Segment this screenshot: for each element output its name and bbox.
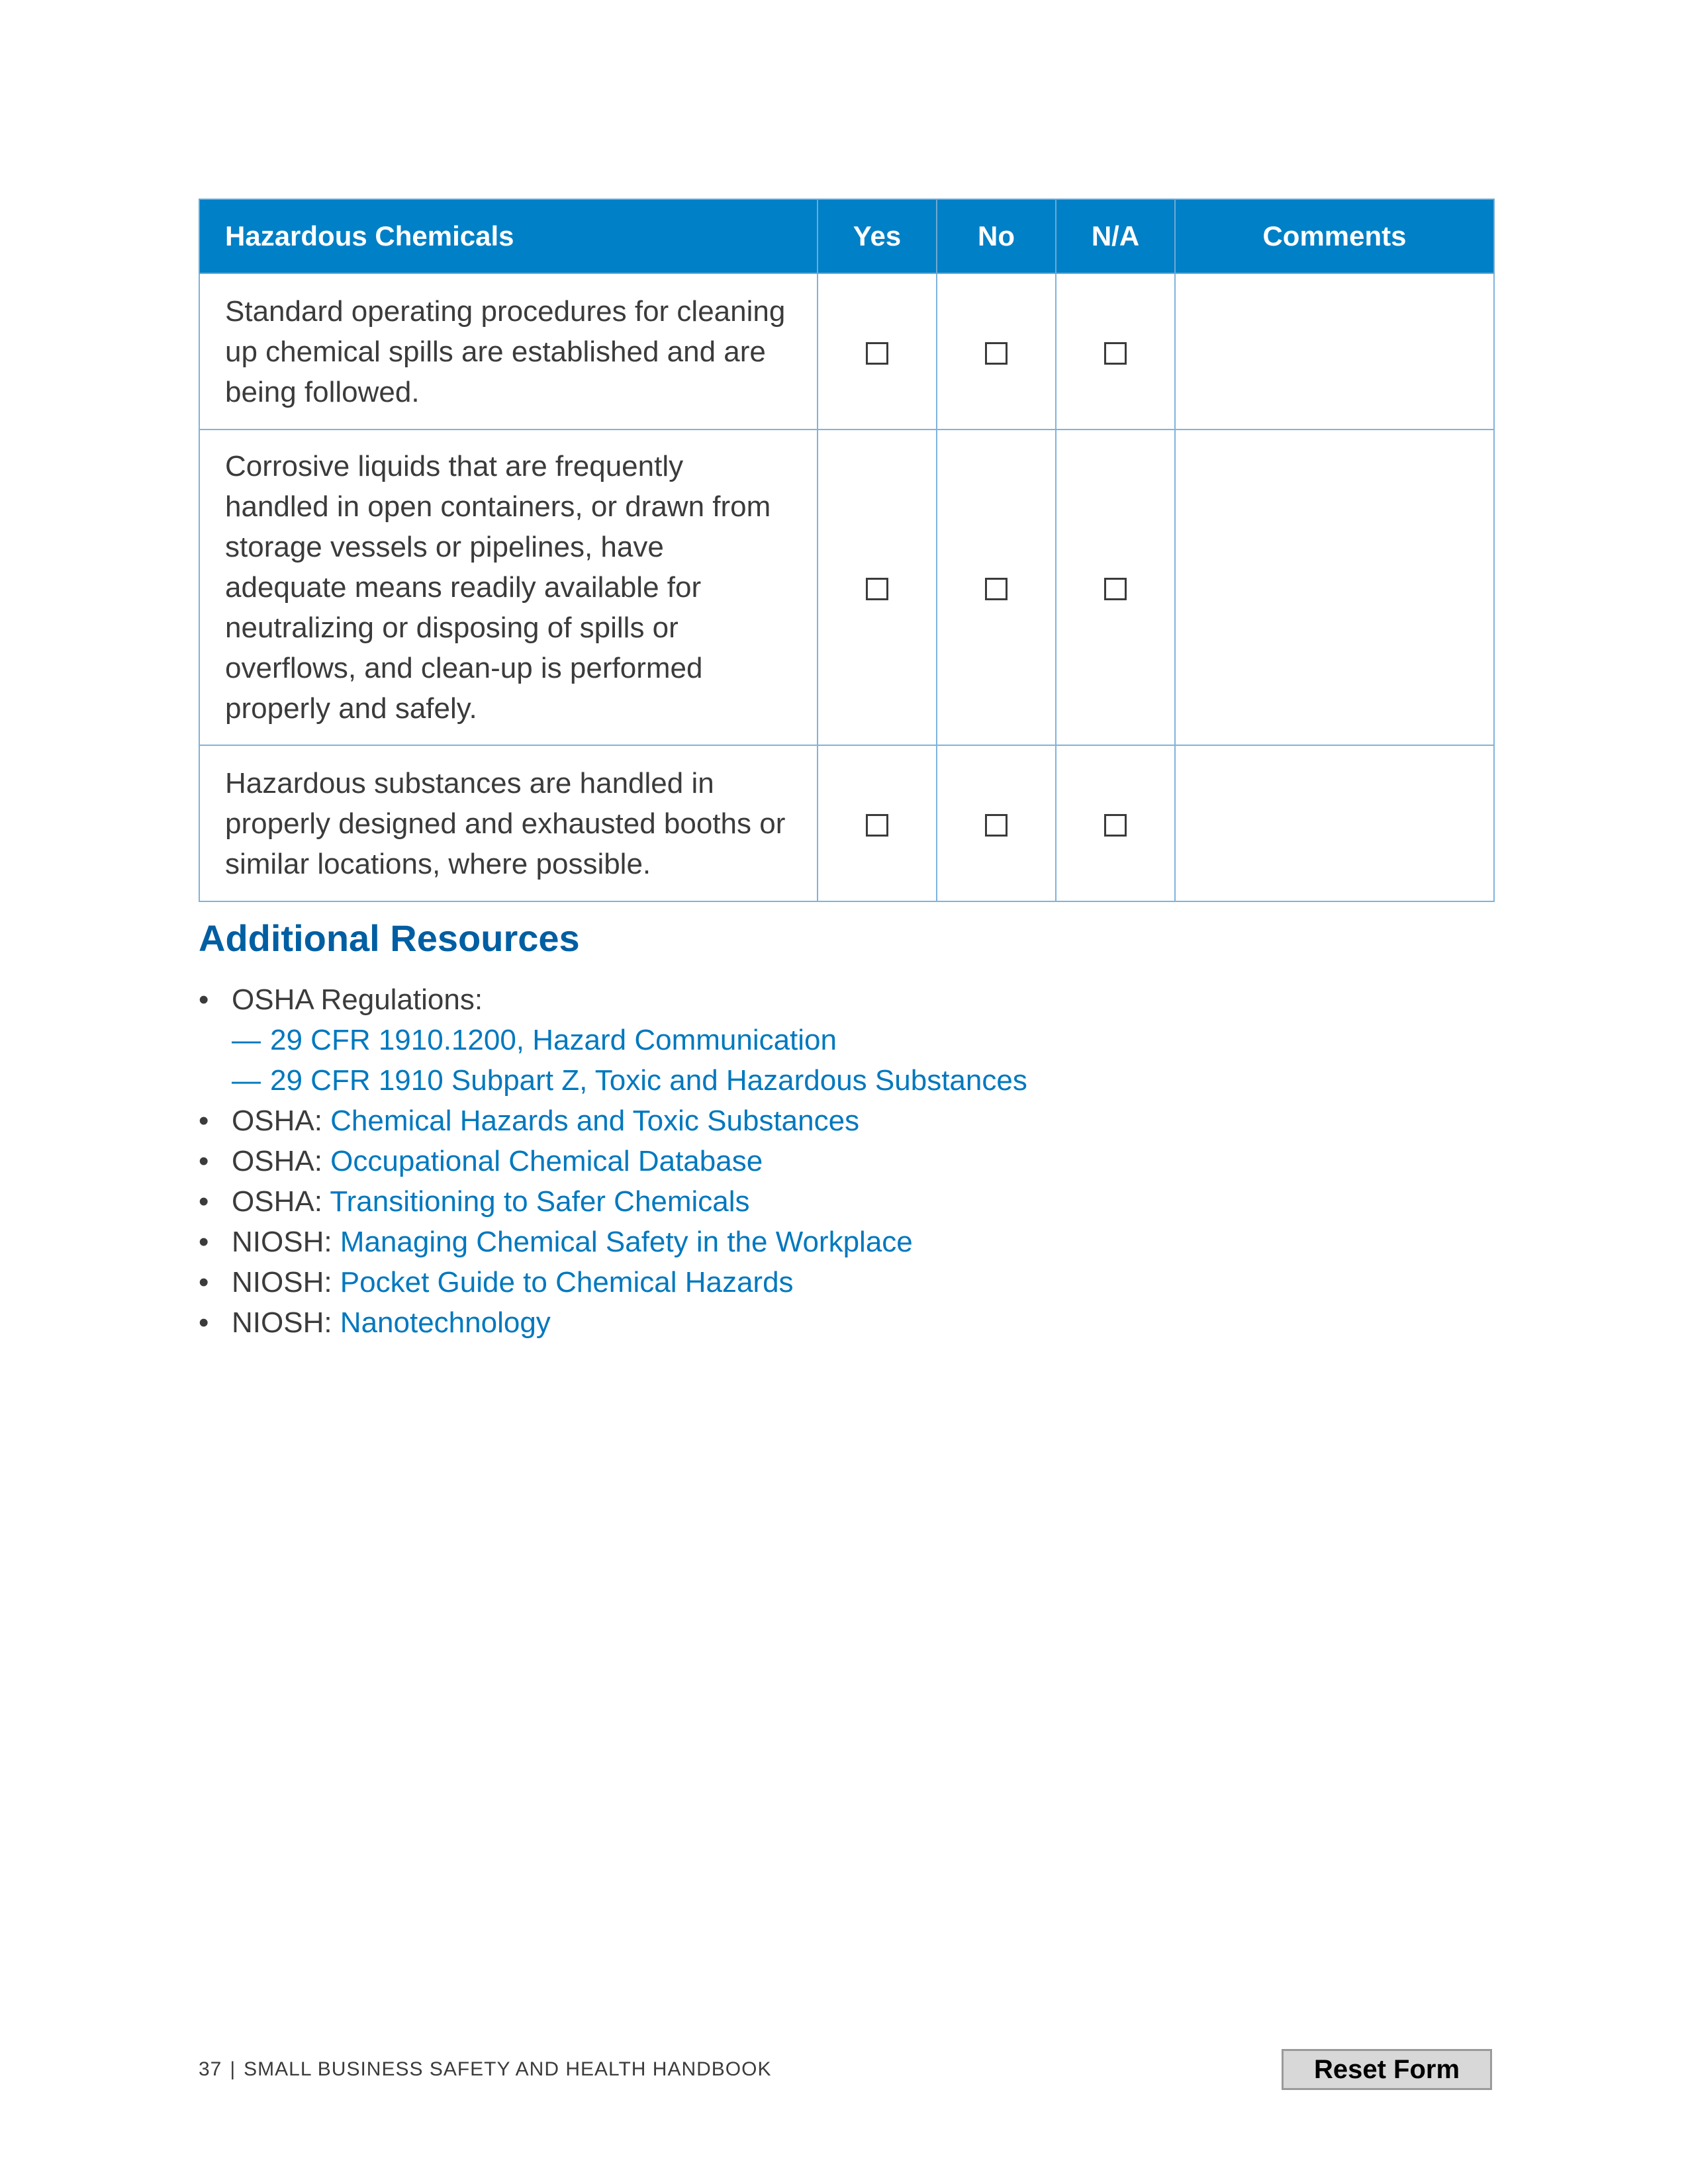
comments-field[interactable] <box>1176 801 1493 845</box>
yes-checkbox[interactable] <box>866 814 888 837</box>
question-text: Corrosive liquids that are frequently handled in open containers, or drawn from storage vessels or pipelines, have adequate means readily available for neutralizing or disposing of spills or overflows, and clean-up is performed properly and safely. <box>199 430 818 745</box>
link-occupational-chemical-database[interactable]: Occupational Chemical Database <box>330 1145 763 1177</box>
list-item <box>199 1060 1027 1101</box>
list-item <box>199 1302 1027 1343</box>
comments-cell <box>1175 430 1494 745</box>
yes-checkbox[interactable] <box>866 342 888 365</box>
list-item <box>199 1222 1027 1262</box>
resource-prefix: NIOSH: <box>232 1306 340 1339</box>
list-item <box>199 1141 1027 1181</box>
hazardous-chemicals-checklist <box>199 199 1495 902</box>
table-header-row <box>199 199 1494 273</box>
bullet-icon: • <box>199 1145 209 1177</box>
header-comments: Comments <box>1175 199 1494 273</box>
na-cell <box>1056 430 1175 745</box>
regulations-label: OSHA Regulations: <box>232 983 483 1016</box>
dash-icon: — <box>232 1064 261 1097</box>
no-checkbox[interactable] <box>985 814 1008 837</box>
bullet-icon: • <box>199 1185 209 1218</box>
table-row <box>199 273 1494 430</box>
additional-resources-heading: Additional Resources <box>199 917 580 959</box>
link-managing-chemical-safety[interactable]: Managing Chemical Safety in the Workplace <box>340 1226 913 1258</box>
link-subpart-z[interactable]: 29 CFR 1910 Subpart Z, Toxic and Hazardous Substances <box>270 1064 1027 1097</box>
no-checkbox[interactable] <box>985 578 1008 600</box>
link-nanotechnology[interactable]: Nanotechnology <box>340 1306 551 1339</box>
page-number: 37 <box>199 2058 222 2080</box>
comments-field[interactable] <box>1176 330 1493 373</box>
link-hazard-communication[interactable]: 29 CFR 1910.1200, Hazard Communication <box>270 1024 837 1056</box>
list-item <box>199 1262 1027 1302</box>
resource-prefix: NIOSH: <box>232 1266 340 1298</box>
link-pocket-guide[interactable]: Pocket Guide to Chemical Hazards <box>340 1266 794 1298</box>
handbook-title: SMALL BUSINESS SAFETY AND HEALTH HANDBOOK <box>244 2058 772 2080</box>
table-row <box>199 430 1494 745</box>
yes-cell <box>818 745 937 901</box>
bullet-icon: • <box>199 1226 209 1258</box>
na-checkbox[interactable] <box>1104 814 1127 837</box>
dash-icon: — <box>232 1024 261 1056</box>
header-no: No <box>937 199 1056 273</box>
resources-list <box>199 979 1027 1343</box>
resource-prefix: NIOSH: <box>232 1226 340 1258</box>
comments-cell <box>1175 745 1494 901</box>
reset-form-button[interactable]: Reset Form <box>1282 2049 1492 2090</box>
yes-cell <box>818 430 937 745</box>
no-cell <box>937 430 1056 745</box>
list-item <box>199 979 1027 1020</box>
footer-separator: | <box>230 2058 236 2080</box>
header-yes: Yes <box>818 199 937 273</box>
bullet-icon: • <box>199 1266 209 1298</box>
na-cell <box>1056 273 1175 430</box>
no-cell <box>937 745 1056 901</box>
header-na: N/A <box>1056 199 1175 273</box>
list-item <box>199 1181 1027 1222</box>
resource-prefix: OSHA: <box>232 1145 331 1177</box>
bullet-icon: • <box>199 983 209 1016</box>
na-checkbox[interactable] <box>1104 578 1127 600</box>
page-footer <box>199 2058 772 2081</box>
no-checkbox[interactable] <box>985 342 1008 365</box>
question-text: Standard operating procedures for cleaning up chemical spills are established and are being followed. <box>199 273 818 430</box>
comments-cell <box>1175 273 1494 430</box>
table-row <box>199 745 1494 901</box>
resource-prefix: OSHA: <box>232 1185 330 1218</box>
yes-checkbox[interactable] <box>866 578 888 600</box>
resource-prefix: OSHA: <box>232 1105 331 1137</box>
list-item <box>199 1020 1027 1060</box>
list-item <box>199 1101 1027 1141</box>
header-topic: Hazardous Chemicals <box>199 199 818 273</box>
question-text: Hazardous substances are handled in properly designed and exhausted booths or similar locations, where possible. <box>199 745 818 901</box>
yes-cell <box>818 273 937 430</box>
comments-field[interactable] <box>1176 566 1493 610</box>
no-cell <box>937 273 1056 430</box>
link-safer-chemicals[interactable]: Transitioning to Safer Chemicals <box>330 1185 750 1218</box>
bullet-icon: • <box>199 1306 209 1339</box>
na-cell <box>1056 745 1175 901</box>
na-checkbox[interactable] <box>1104 342 1127 365</box>
link-chemical-hazards[interactable]: Chemical Hazards and Toxic Substances <box>330 1105 860 1137</box>
bullet-icon: • <box>199 1105 209 1137</box>
